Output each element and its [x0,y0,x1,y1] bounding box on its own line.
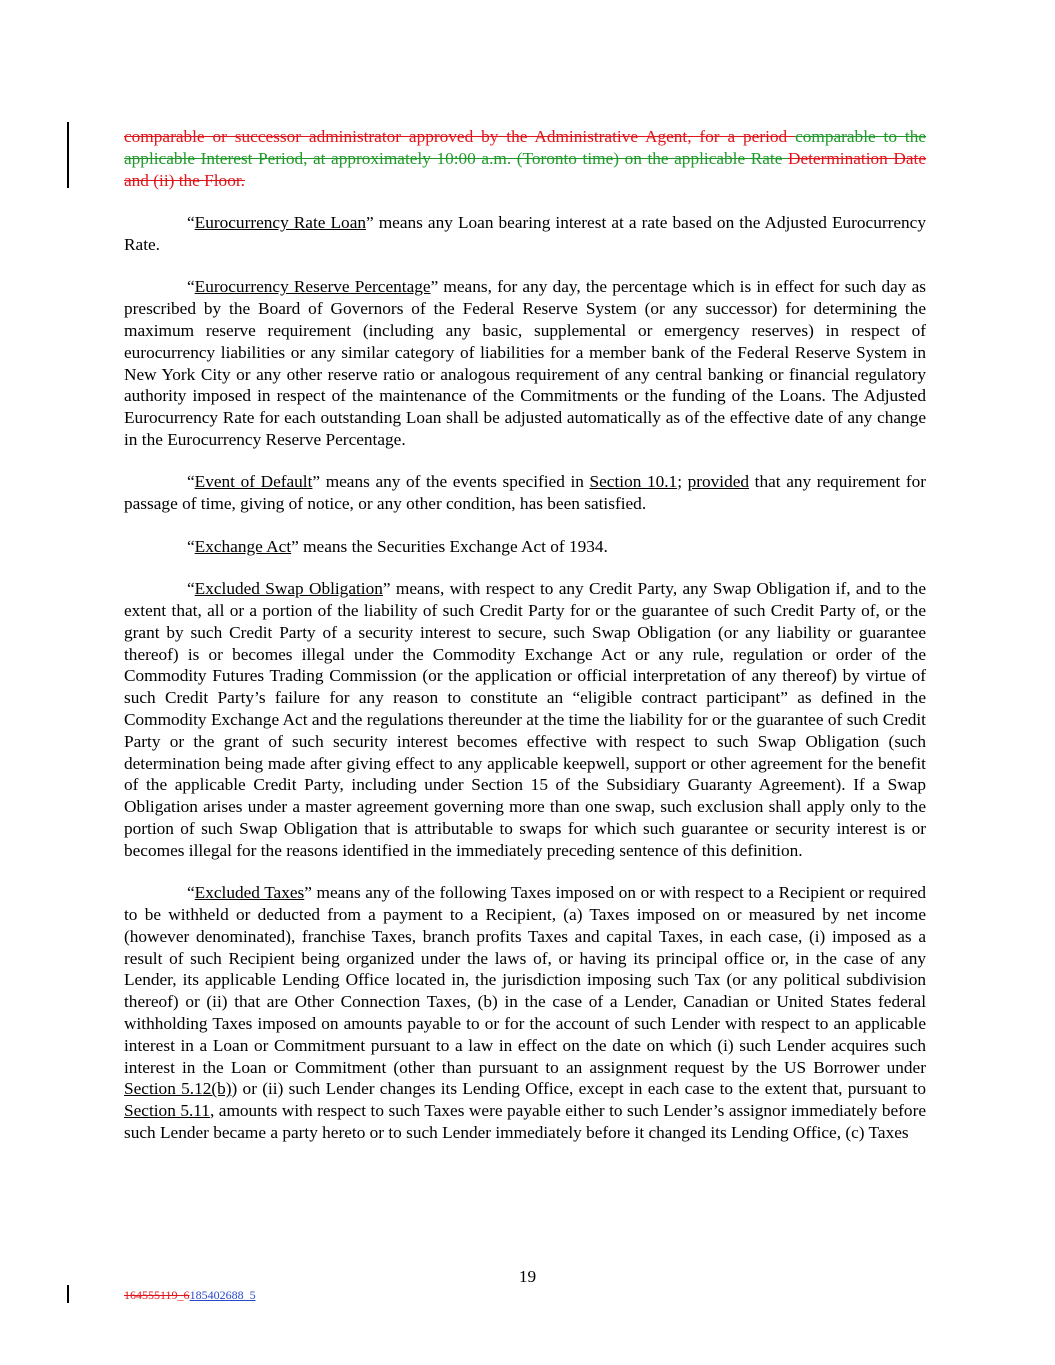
definition-eurocurrency-reserve-percentage [124,276,926,450]
definition-text: , amounts with respect to such Taxes were payable either to such Lender’s assignor immediately before such Lender became a party hereto or to such Lender immediately before it changed its Lending Office, (c) Taxes [124,1101,926,1142]
definition-text: ” means any of the events specified in [312,472,590,492]
defined-term: Eurocurrency Reserve Percentage [194,277,431,297]
definition-text: ; [677,472,688,492]
definition-excluded-swap-obligation [124,578,926,861]
section-reference: Section 5.11 [124,1101,210,1121]
definition-text: ” means the Securities Exchange Act of 1934. [291,536,608,556]
document-id [124,1288,256,1302]
definition-event-of-default [124,471,926,515]
definition-eurocurrency-rate-loan [124,212,926,256]
open-quote: “ [187,883,195,903]
deleted-text-red: Determination Date and (ii) the Floor. [124,148,927,190]
proviso-term: provided [687,472,750,492]
open-quote: “ [187,277,195,297]
open-quote: “ [187,213,195,233]
open-quote: “ [187,579,195,599]
definition-text: ” means, with respect to any Credit Party, any Swap Obligation if, and to the extent that, all or a portion of the liability of such Credit Party for or the guarantee of such Credit Party of, or the grant by such Credit Party of a security interest to secure, such Swap Obligation (or any liability or guarantee thereof) is or becomes illegal under the Commodity Exchange Act or any rule, regulation or order of the Commodity Futures Trading Commission (or the application or official interpretation of any thereof) by virtue of such Credit Party’s failure for any reason to constitute an “eligible contract participant” as defined in the Commodity Exchange Act and the regulations thereunder at the time the liability for or the guarantee of such Credit Party or the grant of such security interest becomes effective with respect to such Swap Obligation (such determination being made after giving effect to any applicable keepwell, support or other agreement for the benefit of the applicable Credit Party, including under Section 15 of the Subsidiary Guaranty Agreement). If a Swap Obligation arises under a master agreement governing more than one swap, such exclusion shall apply only to the portion of such Swap Obligation that is attributable to swaps for which such guarantee or security interest is or becomes illegal for the reasons identified in the immediately preceding sentence of this definition. [124,579,926,860]
defined-term: Event of Default [194,472,313,492]
definition-excluded-taxes [124,882,926,1144]
section-reference: Section 5.12(b) [124,1079,232,1099]
document-id-inserted: 185402688_5 [189,1288,256,1302]
definition-exchange-act [124,536,926,558]
definition-text: ” means any Loan bearing interest at a rate based on the Adjusted Eurocurrency Rate. [124,213,926,254]
deleted-text-green: comparable to the applicable Interest Period, at approximately 10:00 a.m. (Toronto time) on the applicable Rate [124,127,927,168]
document-id-deleted: 164555119_6 [124,1288,190,1302]
definition-text: ” means any of the following Taxes imposed on or with respect to a Recipient or required to be withheld or deducted from a payment to a Recipient, (a) Taxes imposed on or measured by net income (however denominated), franchise Taxes, branch profits Taxes and capital Taxes, in each case, (i) imposed as a result of such Recipient being organized under the laws of, or having its principal office or, in the case of any Lender, its applicable Lending Office located in, the jurisdiction imposing such Tax (or any political subdivision thereof) or (ii) that are Other Connection Taxes, (b) in the case of a Lender, Canadian or United States federal withholding Taxes imposed on amounts payable to or for the account of such Lender with respect to an applicable interest in a Loan or Commitment pursuant to a law in effect on the date on which (i) such Lender acquires such interest in the Loan or Commitment (other than pursuant to an assignment request by the US Borrower under [124,883,926,1077]
defined-term: Eurocurrency Rate Loan [194,213,366,233]
section-reference: Section 10.1 [589,472,678,492]
deleted-text-paragraph [124,126,926,191]
defined-term: Excluded Swap Obligation [194,579,383,599]
defined-term: Exchange Act [194,536,292,556]
defined-term: Excluded Taxes [194,883,305,903]
open-quote: “ [187,472,195,492]
document-page [124,126,926,1144]
open-quote: “ [187,536,195,556]
definition-text: that any requirement for passage of time, giving of notice, or any other condition, has been satisfied. [124,472,926,514]
deleted-text-red: comparable or successor administrator approved by the Administrative Agent, for a period [124,127,796,146]
definition-text: ” means, for any day, the percentage which is in effect for such day as prescribed by the Board of Governors of the Federal Reserve System (or any successor) for determining the maximum reserve requirement (including any basic, supplemental or emergency reserves) in respect of eurocurrency liabilities or any similar category of liabilities for a member bank of the Federal Reserve System in New York City or any other reserve ratio or analogous requirement of any central banking or financial regulatory authority imposed in respect of the maintenance of the Commitments or the funding of the Loans. The Adjusted Eurocurrency Rate for each outstanding Loan shall be adjusted automatically as of the effective date of any change in the Eurocurrency Reserve Percentage. [124,277,926,449]
definition-text: ) or (ii) such Lender changes its Lending Office, except in each case to the extent that, pursuant to [231,1079,926,1099]
change-bar-top [67,122,69,188]
page-number: 19 [518,1267,537,1286]
